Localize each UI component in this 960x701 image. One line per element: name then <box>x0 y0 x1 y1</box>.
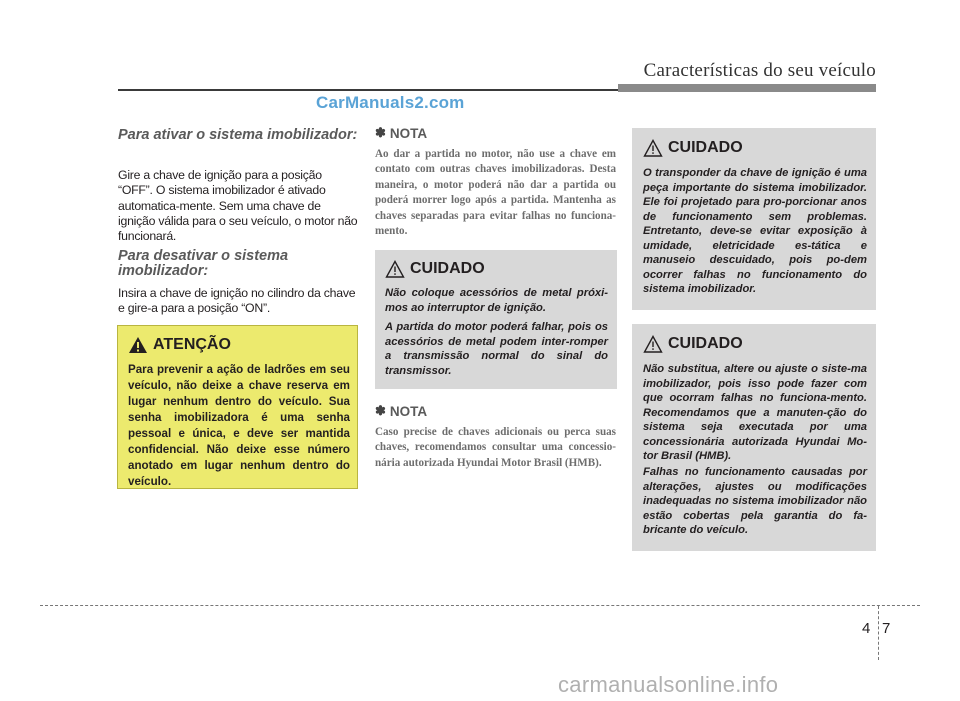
nota-body-2: Caso precise de chaves adicionais ou perca suas chaves, recomendamos consultar uma concessio-nária autorizada Hyundai Motor Brasil (HMB). <box>375 426 616 469</box>
attention-box <box>117 325 358 489</box>
caution-box-middle <box>375 250 617 389</box>
caution-header-right-2 <box>643 335 743 353</box>
page-number: 7 <box>882 620 891 637</box>
asterisk-icon: ✽ <box>375 403 386 418</box>
asterisk-icon: ✽ <box>375 125 386 140</box>
caution-body-right-2-p2: Falhas no funcionamento causadas por alterações, ajustes ou modificações inadequadas no sistema imobilizador não estão cobertas pela garantia do fa-bricante do veículo. <box>643 466 867 536</box>
nota-title-2: NOTA <box>389 403 428 419</box>
nota-header-1 <box>375 125 427 141</box>
nota-header-2 <box>375 403 427 419</box>
caution-header-middle <box>385 260 485 278</box>
attention-header <box>128 336 231 354</box>
header-rule <box>118 89 618 91</box>
header-bar <box>618 84 876 92</box>
caution-box-right-1 <box>632 128 876 310</box>
section-heading-deactivate: Para desativar o sistema imobilizador: <box>118 248 289 279</box>
warning-triangle-icon <box>128 336 148 354</box>
caution-title-middle: CUIDADO <box>410 260 485 277</box>
caution-title-right-1: CUIDADO <box>668 139 743 156</box>
section-heading-activate: Para ativar o sistema imobilizador: <box>118 127 358 143</box>
attention-title: ATENÇÃO <box>153 336 231 353</box>
nota-body-1: Ao dar a partida no motor, não use a chave em contato com outras chaves imobilizadoras. Desta maneira, o motor poderá não dar a partida ou poderá morrer logo após a partida. Mantenha as chaves separadas para evitar falhas no funciona-mento. <box>375 148 616 238</box>
chapter-number: 4 <box>862 620 871 637</box>
warning-triangle-icon <box>643 139 663 157</box>
caution-body-middle-p2: A partida do motor poderá falhar, pois os acessórios de metal podem inter-romper a transmissão normal do sinal do transmissor. <box>385 321 608 377</box>
watermark-bottom: carmanualsonline.info <box>558 672 779 697</box>
footer-dashed-rule <box>40 605 920 606</box>
warning-triangle-icon <box>385 260 405 278</box>
section-body-deactivate: Insira a chave de ignição no cilindro da chave e gire-a para a posição “ON”. <box>118 286 356 316</box>
nota-title-1: NOTA <box>389 125 428 141</box>
caution-body-right-1: O transponder da chave de ignição é uma peça importante do sistema imobilizador. Ele foi projetado para pro-porcionar anos de funcionamento sem problemas. Entretanto, deve-se evitar exposição à umidade, eletricidade es-tática e manuseio descuidado, pois po-dem ocorrer falhas no funcionamento do sistema imobilizador. <box>643 167 867 295</box>
caution-body-right-2-p1: Não substitua, altere ou ajuste o siste-ma imobilizador, pois isso pode fazer com que ocorram falhas no funciona-mento. Recomendamos que a manuten-ção do sistema seja executada por uma concessionária autorizada Hyundai Mo-tor Brasil (HMB). <box>643 363 867 462</box>
page-header-title: Características do seu veículo <box>643 60 876 81</box>
caution-header-right-1 <box>643 139 743 157</box>
attention-body: Para prevenir a ação de ladrões em seu veículo, não deixe a chave reserva em lugar nenhum dentro do veículo. Sua senha imobilizadora é uma senha pessoal e única, e deve ser mantida confidencial. Não deixe esse número anotado em lugar nenhum dentro do veículo. <box>128 363 350 488</box>
caution-title-right-2: CUIDADO <box>668 335 743 352</box>
caution-box-right-2 <box>632 324 876 551</box>
warning-triangle-icon <box>643 335 663 353</box>
watermark-top: CarManuals2.com <box>316 93 465 112</box>
caution-body-middle-p1: Não coloque acessórios de metal próxi-mos ao interruptor de ignição. <box>385 287 608 314</box>
page-number-divider <box>878 606 879 660</box>
section-body-activate: Gire a chave de ignição para a posição “OFF”. O sistema imobilizador é ativado automatica-mente. Sem uma chave de ignição válida para o seu veículo, o motor não funcionará. <box>118 168 358 244</box>
